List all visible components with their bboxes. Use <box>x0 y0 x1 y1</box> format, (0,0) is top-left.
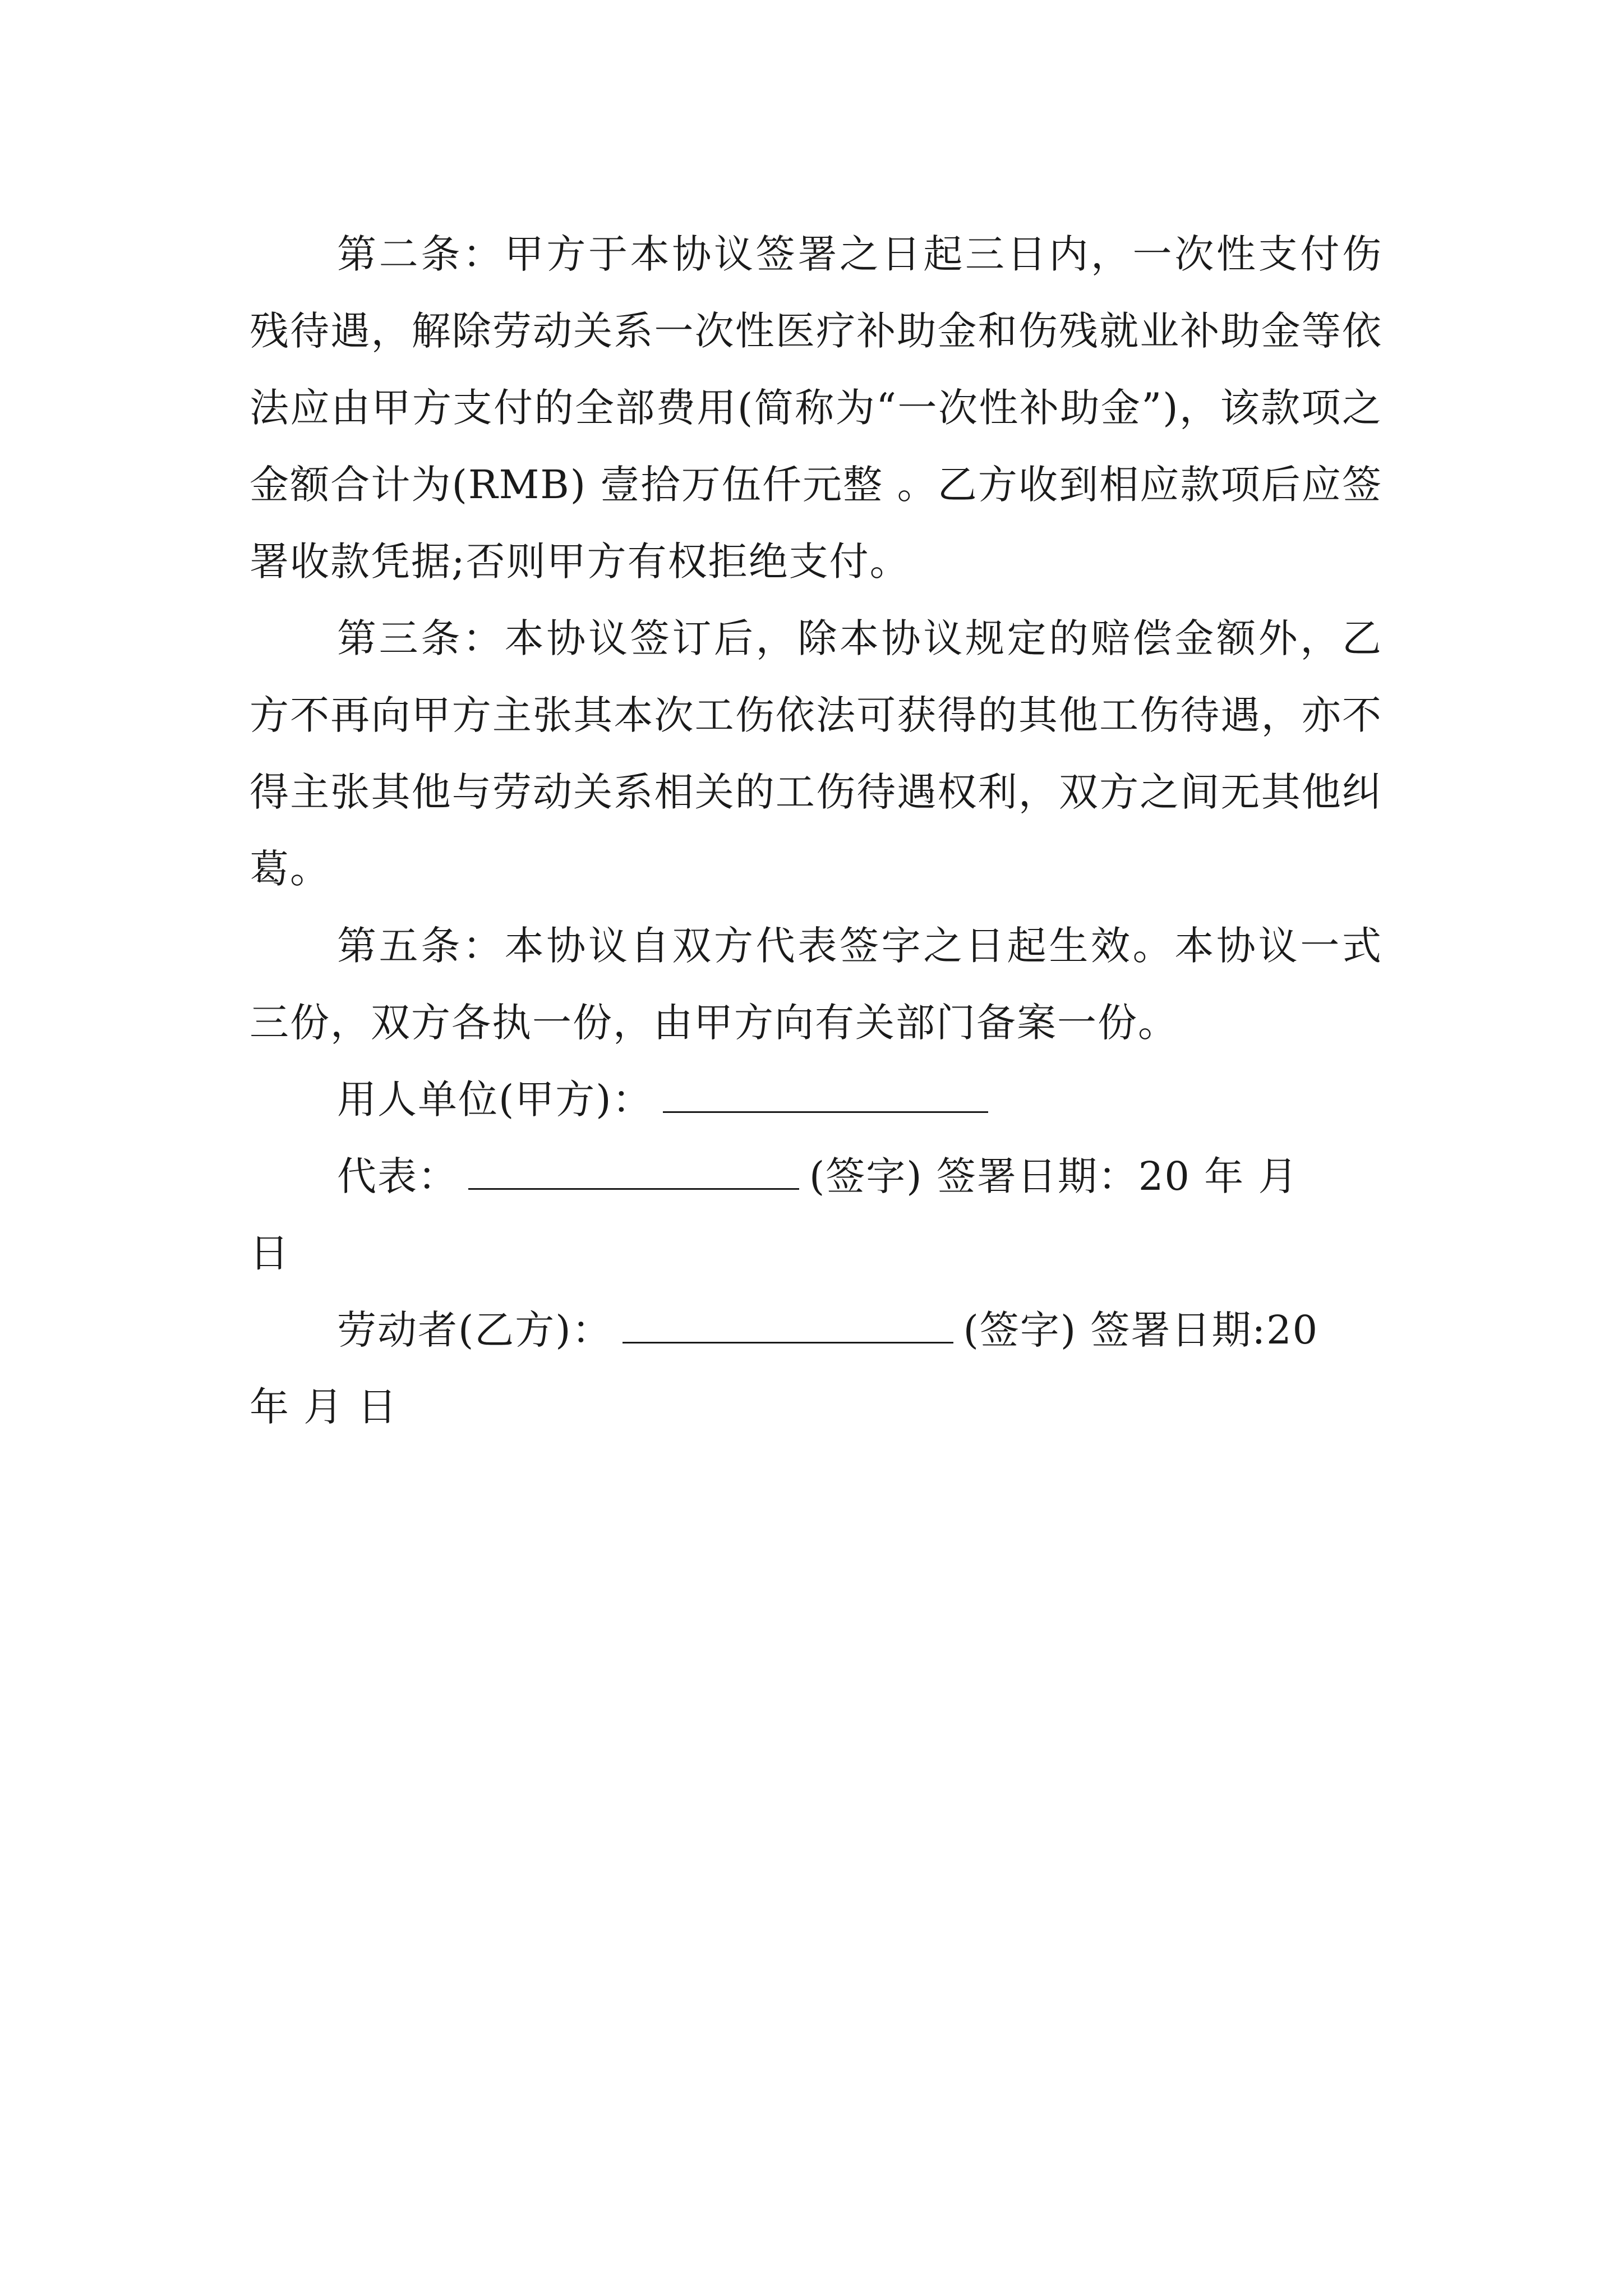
worker-blank[interactable] <box>623 1309 953 1343</box>
employer-blank[interactable] <box>663 1079 988 1113</box>
representative-date-tail <box>250 1215 1382 1292</box>
representative-label: 代表： <box>337 1153 458 1199</box>
representative-blank[interactable] <box>468 1156 799 1190</box>
representative-sign-note: (签字) 签署日期：20 年 月 <box>809 1153 1299 1199</box>
agreement-body <box>250 216 1382 1446</box>
representative-signature-line <box>250 1138 1382 1215</box>
representative-day: 日 <box>250 1230 290 1276</box>
worker-sign-note: (签字) 签署日期:20 <box>963 1307 1319 1353</box>
article-3-paragraph: 第三条：本协议签订后，除本协议规定的赔偿金额外，乙方不再向甲方主张其本次工伤依法可获得的其他工伤待遇，亦不得主张其他与劳动关系相关的工伤待遇权利，双方之间无其他纠葛。 <box>250 615 1382 892</box>
worker-signature-line <box>250 1292 1382 1369</box>
employer-signature-line <box>250 1061 1382 1138</box>
article-2-paragraph: 第二条：甲方于本协议签署之日起三日内，一次性支付伤残待遇，解除劳动关系一次性医疗补助金和伤残就业补助金等依法应由甲方支付的全部费用(简称为“一次性补助金”)，该款项之金额合计为(RMB) 壹拾万伍仟元整 。乙方收到相应款项后应签署收款凭据;否则甲方有权拒绝支付。 <box>250 231 1382 585</box>
worker-label: 劳动者(乙方)： <box>337 1307 612 1353</box>
article-5-paragraph: 第五条：本协议自双方代表签字之日起生效。本协议一式三份，双方各执一份，由甲方向有关部门备案一份。 <box>250 923 1382 1046</box>
worker-date-tail-line <box>250 1369 1382 1446</box>
worker-date-tail: 年 月 日 <box>250 1384 398 1430</box>
employer-label: 用人单位(甲方)： <box>337 1076 653 1122</box>
